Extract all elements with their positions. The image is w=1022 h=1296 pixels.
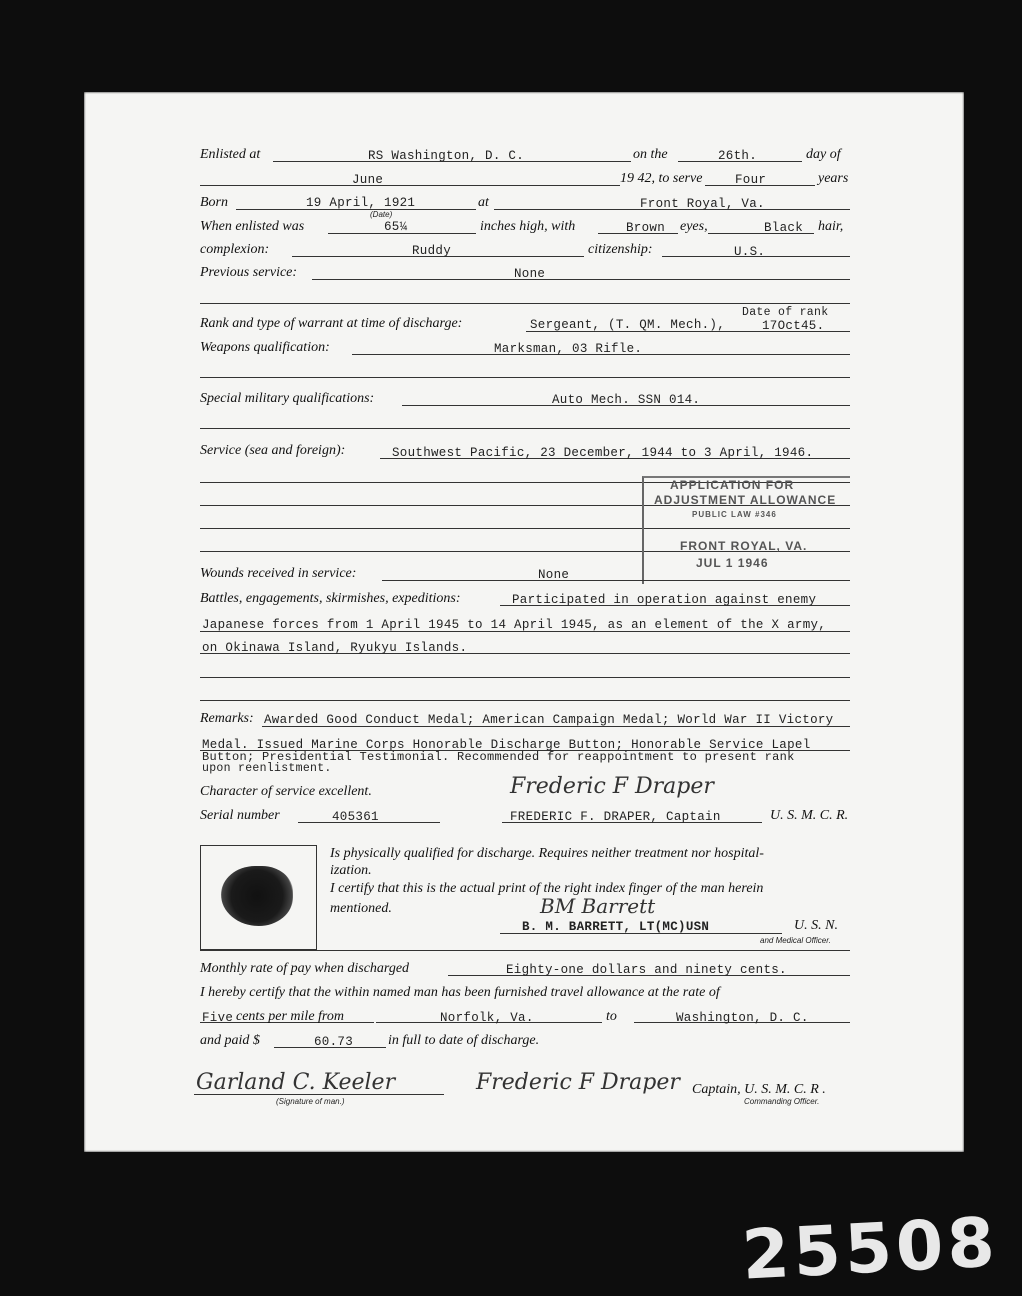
eyes-label: eyes, bbox=[680, 219, 708, 234]
battles-line-2: Japanese forces from 1 April 1945 to 14 April 1945, as an element of the X army, bbox=[202, 618, 827, 632]
signature-man-caption: (Signature of man.) bbox=[276, 1097, 345, 1106]
stamp-line-1: APPLICATION FOR bbox=[670, 478, 795, 492]
commanding-officer-caption: Commanding Officer. bbox=[744, 1097, 820, 1106]
service-value: Southwest Pacific, 23 December, 1944 to 3 April, 1946. bbox=[392, 446, 814, 460]
day-of-label: day of bbox=[806, 147, 841, 162]
rank-label: Rank and type of warrant at time of discharge: bbox=[200, 316, 463, 331]
travel-from-value: Norfolk, Va. bbox=[440, 1011, 534, 1025]
date-of-rank-value: 17Oct45. bbox=[762, 319, 825, 333]
height-value: 65¼ bbox=[384, 220, 408, 234]
commanding-officer-signature: Frederic F Draper bbox=[476, 1070, 680, 1095]
year-serve-label: 19 42, to serve bbox=[620, 171, 703, 186]
when-enlisted-label: When enlisted was bbox=[200, 219, 305, 234]
travel-rate: Five bbox=[202, 1011, 234, 1025]
complexion-value: Ruddy bbox=[412, 244, 452, 258]
on-the-label: on the bbox=[633, 147, 668, 162]
date-of-rank-label: Date of rank bbox=[742, 306, 829, 319]
complexion-label: complexion: bbox=[200, 242, 270, 257]
stamp-line-4: FRONT ROYAL, VA. bbox=[680, 539, 808, 553]
weapons-value: Marksman, 03 Rifle. bbox=[494, 342, 643, 356]
years-label: years bbox=[818, 171, 849, 186]
medical-line-1: Is physically qualified for discharge. Requires neither treatment nor hospital- bbox=[330, 846, 764, 861]
remarks-line-2: Medal. Issued Marine Corps Honorable Discharge Button; Honorable Service Lapel bbox=[202, 738, 811, 752]
photo-number: 25508 bbox=[740, 1203, 1001, 1296]
medical-line-4: mentioned. bbox=[330, 901, 392, 916]
paid-suffix: in full to date of discharge. bbox=[388, 1033, 540, 1048]
special-qualifications-label: Special military qualifications: bbox=[200, 391, 375, 406]
citizenship-value: U.S. bbox=[734, 245, 766, 259]
previous-service-value: None bbox=[514, 267, 546, 281]
month-value: June bbox=[352, 173, 384, 187]
character-label: Character of service excellent. bbox=[200, 784, 372, 799]
previous-service-label: Previous service: bbox=[200, 265, 298, 280]
usn-label: U. S. N. bbox=[794, 918, 838, 933]
paid-label: and paid $ bbox=[200, 1033, 260, 1048]
battles-line-1: Participated in operation against enemy bbox=[512, 593, 817, 607]
eyes-value: Brown bbox=[626, 221, 666, 235]
officer-signature: Frederic F Draper bbox=[510, 774, 714, 799]
date-caption: (Date) bbox=[370, 210, 393, 219]
battles-line-3: on Okinawa Island, Ryukyu Islands. bbox=[202, 641, 468, 655]
enlisted-at-value: RS Washington, D. C. bbox=[368, 149, 525, 163]
hair-label: hair, bbox=[818, 219, 844, 234]
hair-value: Black bbox=[764, 221, 804, 235]
born-date-value: 19 April, 1921 bbox=[306, 196, 416, 210]
service-label: Service (sea and foreign): bbox=[200, 443, 346, 458]
term-value: Four bbox=[735, 173, 767, 187]
man-signature: Garland C. Keeler bbox=[196, 1070, 396, 1095]
weapons-label: Weapons qualification: bbox=[200, 340, 330, 355]
stamp-line-3: PUBLIC LAW #346 bbox=[692, 510, 777, 519]
medical-line-2: ization. bbox=[330, 863, 372, 878]
wounds-label: Wounds received in service: bbox=[200, 566, 357, 581]
travel-to-label: to bbox=[606, 1009, 617, 1024]
travel-cents-label: cents per mile from bbox=[236, 1009, 344, 1024]
day-value: 26th. bbox=[718, 149, 758, 163]
pay-label: Monthly rate of pay when discharged bbox=[200, 961, 410, 976]
special-qualifications-value: Auto Mech. SSN 014. bbox=[552, 393, 701, 407]
remarks-line-1: Awarded Good Conduct Medal; American Campaign Medal; World War II Victory bbox=[264, 713, 834, 727]
remarks-line-4: upon reenlistment. bbox=[202, 762, 332, 775]
citizenship-label: citizenship: bbox=[588, 242, 653, 257]
enlisted-at-label: Enlisted at bbox=[200, 147, 261, 162]
fingerprint-box bbox=[200, 845, 317, 950]
inches-label: inches high, with bbox=[480, 219, 576, 234]
serial-label: Serial number bbox=[200, 808, 280, 823]
usmcr-label-1: U. S. M. C. R. bbox=[770, 808, 849, 823]
stamp-line-5: JUL 1 1946 bbox=[696, 556, 769, 570]
medical-officer-signature: BM Barrett bbox=[540, 894, 656, 918]
captain-usmcr-label: Captain, U. S. M. C. R . bbox=[692, 1082, 826, 1097]
remarks-label: Remarks: bbox=[200, 711, 254, 726]
travel-to-value: Washington, D. C. bbox=[676, 1011, 809, 1025]
stamp-line-2: ADJUSTMENT ALLOWANCE bbox=[654, 493, 837, 507]
medical-line-3: I certify that this is the actual print of the right index finger of the man herein bbox=[330, 881, 764, 896]
born-at-label: at bbox=[478, 195, 489, 210]
paid-value: 60.73 bbox=[314, 1035, 354, 1049]
pay-value: Eighty-one dollars and ninety cents. bbox=[506, 963, 787, 977]
fingerprint-image bbox=[221, 866, 293, 926]
rank-value: Sergeant, (T. QM. Mech.), bbox=[530, 318, 726, 332]
travel-line-1: I hereby certify that the within named man has been furnished travel allowance at the rate of bbox=[200, 985, 720, 1000]
officer-typed-name: FREDERIC F. DRAPER, Captain bbox=[510, 810, 721, 824]
remarks-line-3: Button; Presidential Testimonial. Recommended for reappointment to present rank bbox=[202, 750, 795, 764]
born-label: Born bbox=[200, 195, 228, 210]
serial-value: 405361 bbox=[332, 810, 379, 824]
battles-label: Battles, engagements, skirmishes, expeditions: bbox=[200, 591, 461, 606]
medical-officer-caption: and Medical Officer. bbox=[760, 936, 831, 945]
stamp bbox=[640, 476, 850, 586]
wounds-value: None bbox=[538, 568, 570, 582]
medical-officer-typed: B. M. BARRETT, LT(MC)USN bbox=[522, 920, 710, 934]
birthplace-value: Front Royal, Va. bbox=[640, 197, 765, 211]
